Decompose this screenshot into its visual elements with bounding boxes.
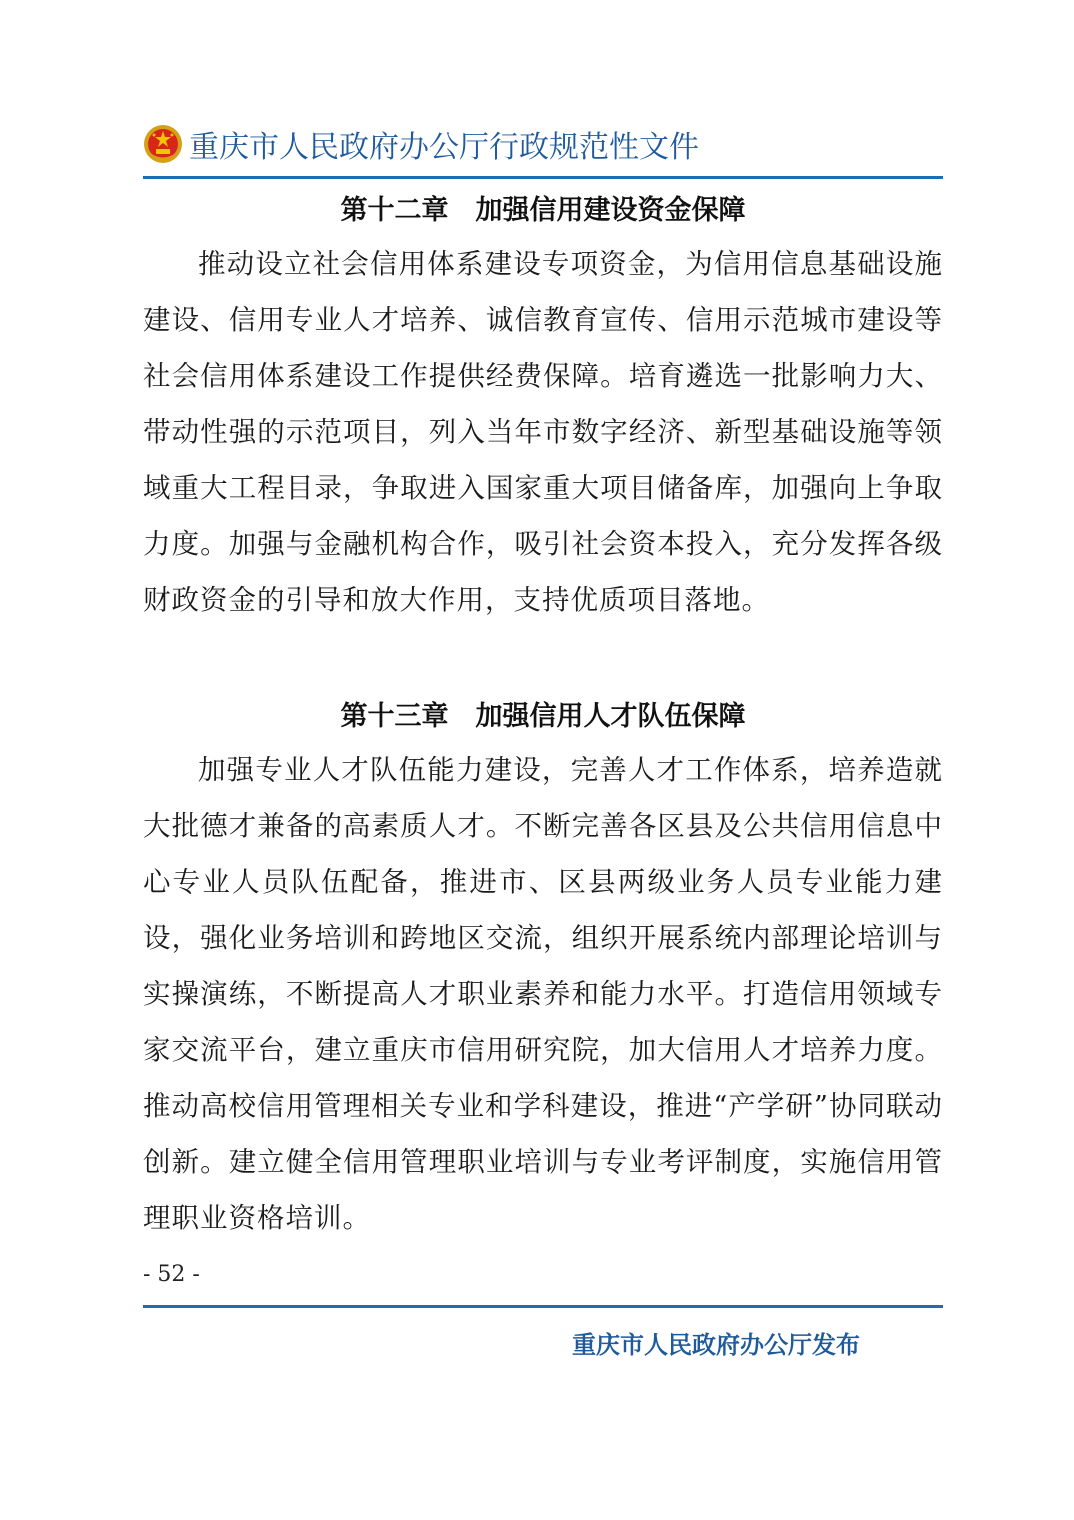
document-header — [143, 120, 943, 168]
header-title: 重庆市人民政府办公厅行政规范性文件 — [189, 130, 699, 165]
publisher-label: 重庆市人民政府办公厅发布 — [572, 1331, 860, 1359]
page-number: - 52 - — [143, 1262, 200, 1287]
chapter-13-heading: 第十三章 加强信用人才队伍保障 — [340, 701, 746, 732]
chapter-12-heading: 第十二章 加强信用建设资金保障 — [340, 195, 746, 226]
header-divider — [143, 176, 943, 179]
footer-divider — [143, 1305, 943, 1308]
national-emblem-icon — [143, 124, 183, 164]
chapter-13-paragraph: 加强专业人才队伍能力建设，完善人才工作体系，培养造就大批德才兼备的高素质人才。不断完善各区县及公共信用信息中心专业人员队伍配备，推进市、区县两级业务人员专业能力建设，强化业务培训和跨地区交流，组织开展系统内部理论培训与实操演练，不断提高人才职业素养和能力水平。打造信用领域专家交流平台，建立重庆市信用研究院，加大信用人才培养力度。推动高校信用管理相关专业和学科建设，推进“产学研”协同联动创新。建立健全信用管理职业培训与专业考评制度，实施信用管理职业资格培训。 — [143, 754, 943, 1234]
chapter-12-paragraph: 推动设立社会信用体系建设专项资金，为信用信息基础设施建设、信用专业人才培养、诚信教育宣传、信用示范城市建设等社会信用体系建设工作提供经费保障。培育遴选一批影响力大、带动性强的示范项目，列入当年市数字经济、新型基础设施等领域重大工程目录，争取进入国家重大项目储备库，加强向上争取力度。加强与金融机构合作，吸引社会资本投入，充分发挥各级财政资金的引导和放大作用，支持优质项目落地。 — [143, 248, 943, 616]
